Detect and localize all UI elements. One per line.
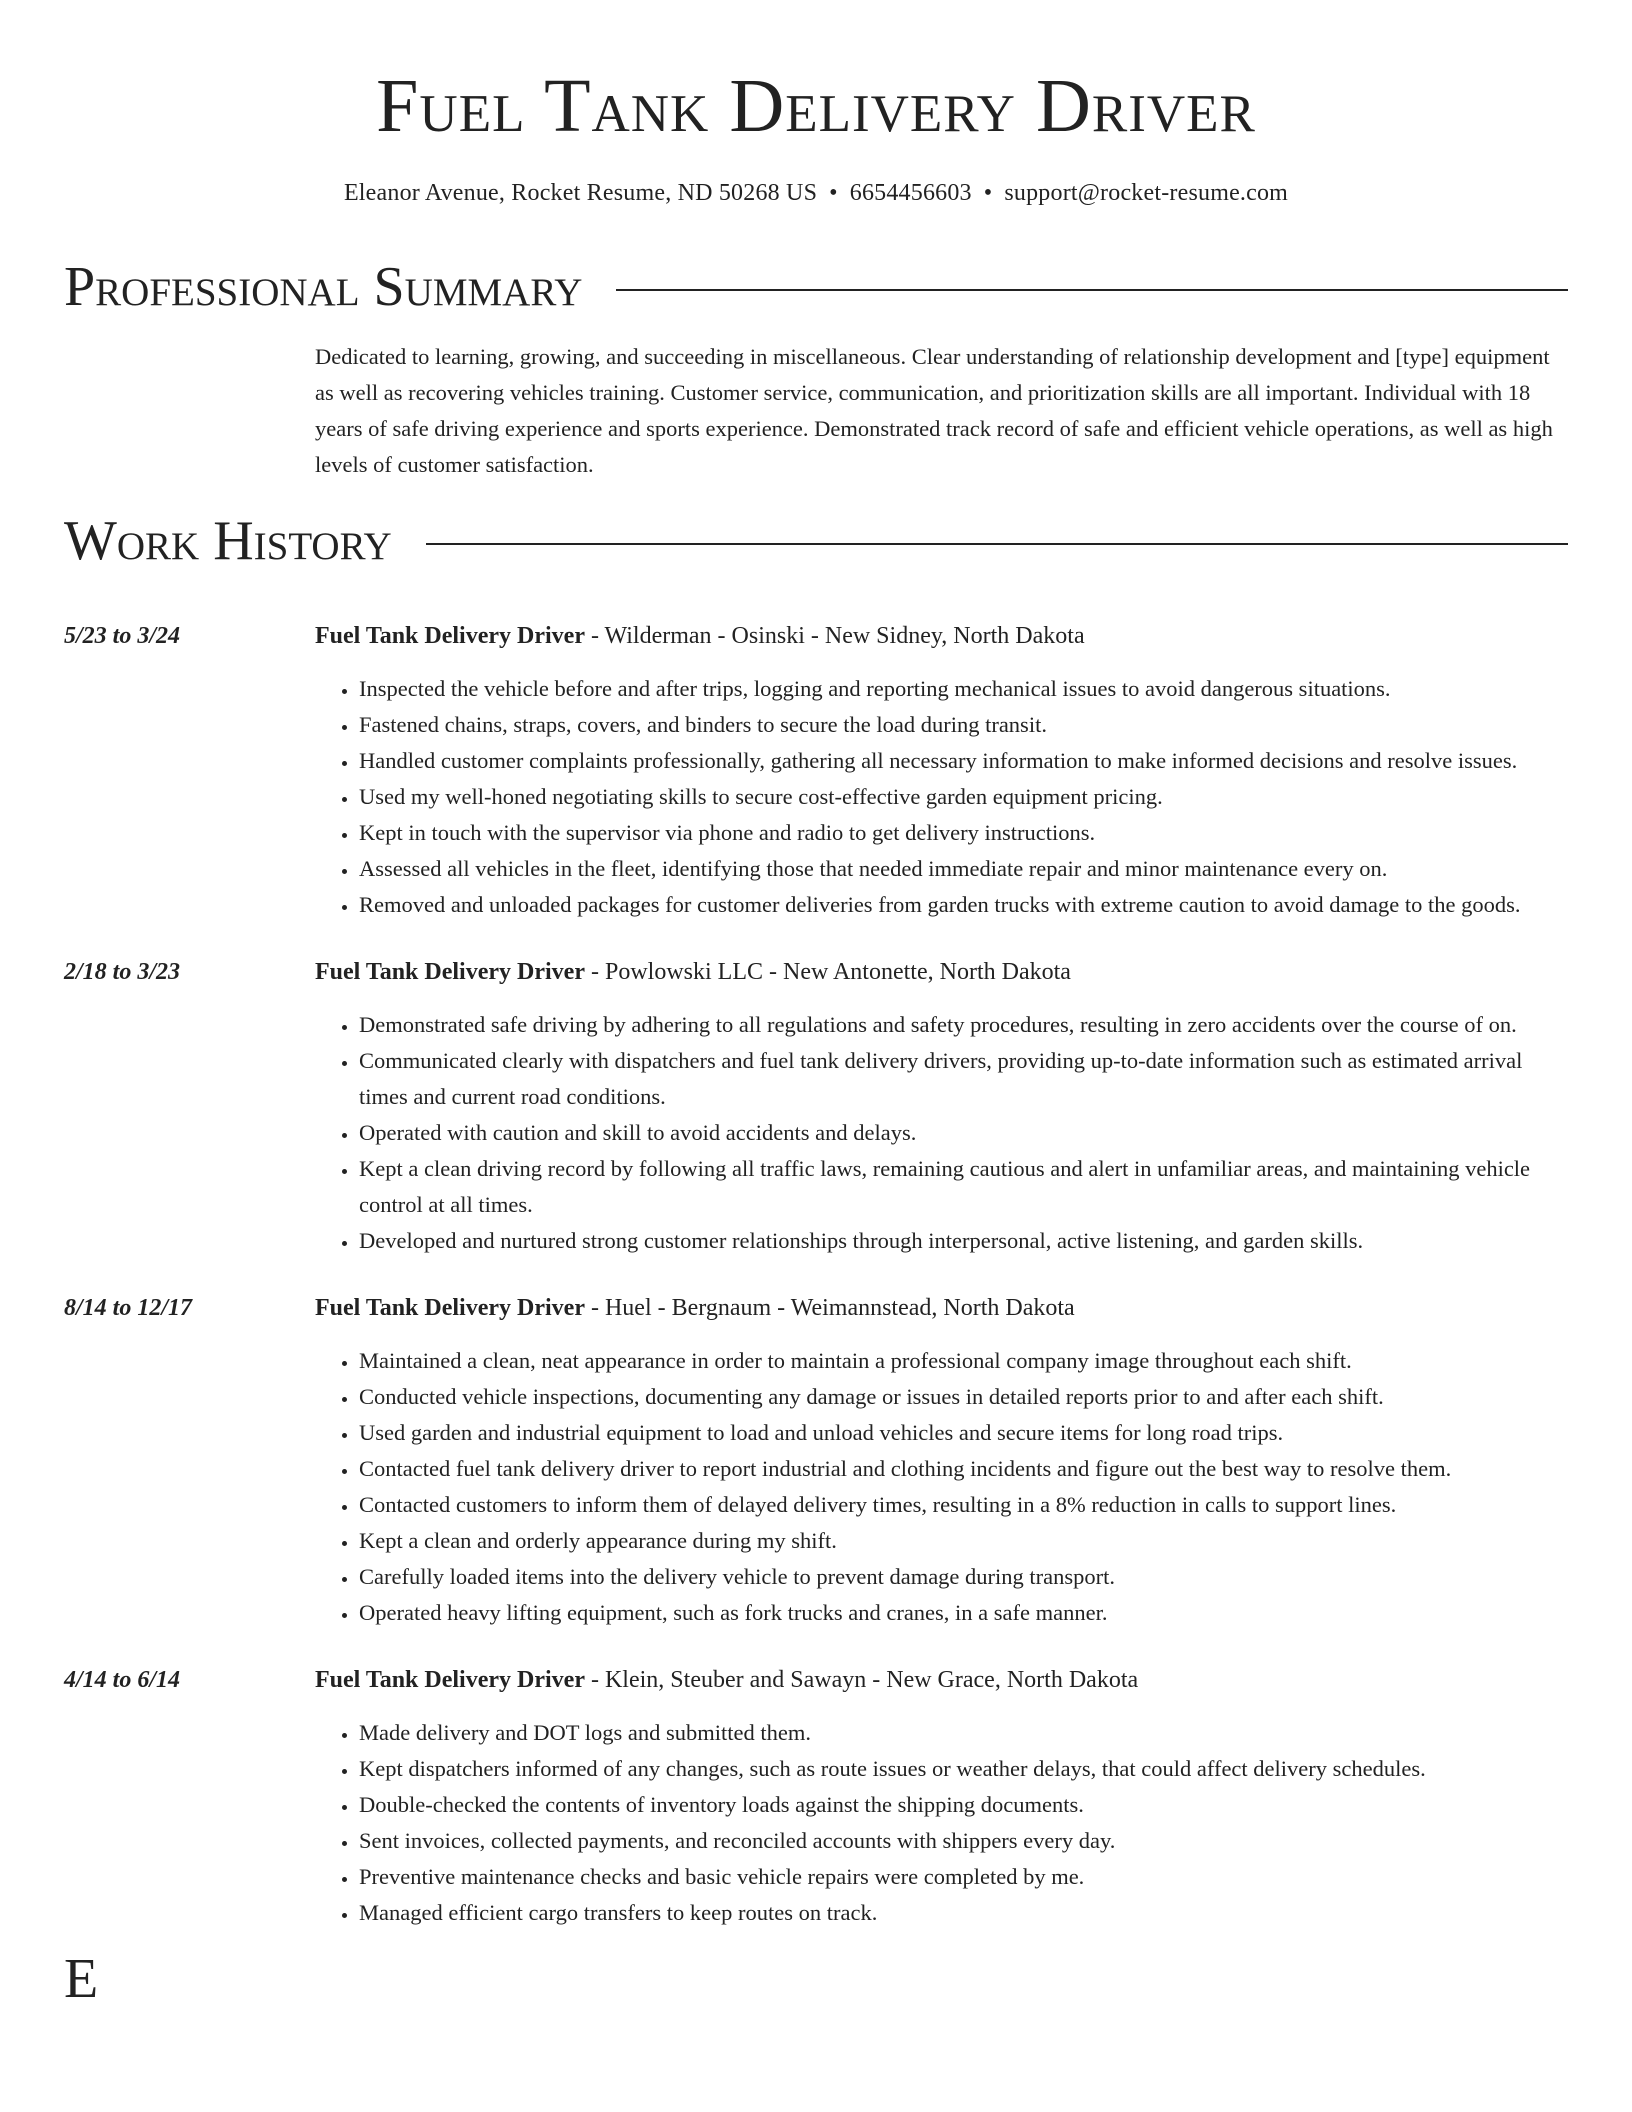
job-bullet-list	[315, 1715, 1568, 1931]
job-title: Fuel Tank Delivery Driver	[315, 1295, 585, 1321]
job-bullet: • Assessed all vehicles in the fleet, identifying those that needed immediate repair and minor maintenance every on.	[359, 851, 1568, 887]
job-bullet: • Preventive maintenance checks and basic vehicle repairs were completed by me.	[359, 1859, 1568, 1895]
job-bullet: • Contacted fuel tank delivery driver to report industrial and clothing incidents and figure out the best way to resolve them.	[359, 1451, 1568, 1487]
job-bullet: • Used garden and industrial equipment to load and unload vehicles and secure items for long road trips.	[359, 1415, 1568, 1451]
contact-phone: 6654456603	[849, 180, 972, 206]
next-section-header-partial	[64, 1948, 1568, 2010]
job-bullet: • Maintained a clean, neat appearance in order to maintain a professional company image throughout each shift.	[359, 1343, 1568, 1379]
next-section-heading-partial: E	[64, 1948, 99, 2010]
job-bullet-list	[315, 1007, 1568, 1259]
job-heading	[315, 957, 1568, 987]
job-entry	[64, 957, 1568, 1259]
job-bullet-list	[315, 1343, 1568, 1631]
contact-separator: •	[829, 180, 838, 206]
job-bullet: • Kept a clean driving record by following all traffic laws, remaining cautious and alert in unfamiliar areas, and maintaining vehicle control at all times.	[359, 1151, 1568, 1223]
job-heading	[315, 1665, 1568, 1695]
summary-section-header	[64, 256, 1568, 318]
job-title: Fuel Tank Delivery Driver	[315, 1667, 585, 1693]
job-entry	[64, 1665, 1568, 1931]
job-body	[315, 957, 1568, 1259]
resume-page	[64, 0, 1568, 2010]
job-bullet: • Operated with caution and skill to avoid accidents and delays.	[359, 1115, 1568, 1151]
contact-email: support@rocket-resume.com	[1004, 180, 1289, 206]
job-heading	[315, 1293, 1568, 1323]
job-bullet: • Sent invoices, collected payments, and reconciled accounts with shippers every day.	[359, 1823, 1568, 1859]
job-bullet: • Kept dispatchers informed of any changes, such as route issues or weather delays, that could affect delivery schedules.	[359, 1751, 1568, 1787]
job-employer-location: - Klein, Steuber and Sawayn - New Grace, North Dakota	[584, 1667, 1139, 1693]
summary-heading: Professional Summary	[64, 256, 583, 318]
summary-text: Dedicated to learning, growing, and succeeding in miscellaneous. Clear understanding of relationship development and [type] equipment as well as recovering vehicles training. Customer service, communication, and prioritization skills are all important. Individual with 18 years of safe driving experience and sports experience. Demonstrated track record of safe and efficient vehicle operations, as well as high levels of customer satisfaction.	[315, 344, 1553, 477]
work-history-section-header	[64, 510, 1568, 572]
job-body	[315, 1665, 1568, 1931]
job-body	[315, 621, 1568, 923]
resume-title: Fuel Tank Delivery Driver	[376, 64, 1256, 148]
job-dates: 2/18 to 3/23	[64, 959, 181, 985]
contact-line	[64, 180, 1568, 207]
job-entry	[64, 621, 1568, 923]
job-heading	[315, 621, 1568, 651]
job-bullet: • Carefully loaded items into the delivery vehicle to prevent damage during transport.	[359, 1559, 1568, 1595]
job-bullet: • Made delivery and DOT logs and submitted them.	[359, 1715, 1568, 1751]
job-bullet: • Handled customer complaints professionally, gathering all necessary information to make informed decisions and resolve issues.	[359, 743, 1568, 779]
job-title: Fuel Tank Delivery Driver	[315, 959, 585, 985]
job-bullet: • Used my well-honed negotiating skills to secure cost-effective garden equipment pricing.	[359, 779, 1568, 815]
job-bullet: • Managed efficient cargo transfers to keep routes on track.	[359, 1895, 1568, 1931]
section-divider	[616, 289, 1568, 291]
job-bullet: • Inspected the vehicle before and after trips, logging and reporting mechanical issues to avoid dangerous situations.	[359, 671, 1568, 707]
job-bullet: • Kept a clean and orderly appearance during my shift.	[359, 1523, 1568, 1559]
contact-separator: •	[983, 180, 993, 206]
job-employer-location: - Huel - Bergnaum - Weimannstead, North Dakota	[584, 1295, 1075, 1321]
job-bullet: • Kept in touch with the supervisor via phone and radio to get delivery instructions.	[359, 815, 1568, 851]
job-employer-location: - Powlowski LLC - New Antonette, North Dakota	[584, 959, 1071, 985]
job-body	[315, 1293, 1568, 1631]
job-bullet: • Operated heavy lifting equipment, such as fork trucks and cranes, in a safe manner.	[359, 1595, 1568, 1631]
job-bullet: • Communicated clearly with dispatchers and fuel tank delivery drivers, providing up-to-date information such as estimated arrival times and current road conditions.	[359, 1043, 1568, 1115]
job-bullet: • Removed and unloaded packages for customer deliveries from garden trucks with extreme caution to avoid damage to the goods.	[359, 887, 1568, 923]
job-bullet: • Double-checked the contents of inventory loads against the shipping documents.	[359, 1787, 1568, 1823]
job-bullet-list	[315, 671, 1568, 923]
job-bullet: • Fastened chains, straps, covers, and binders to secure the load during transit.	[359, 707, 1568, 743]
job-bullet: • Developed and nurtured strong customer relationships through interpersonal, active listening, and garden skills.	[359, 1223, 1568, 1259]
job-title: Fuel Tank Delivery Driver	[315, 623, 585, 649]
job-dates: 4/14 to 6/14	[64, 1667, 181, 1693]
job-bullet: • Conducted vehicle inspections, documenting any damage or issues in detailed reports prior to and after each shift.	[359, 1379, 1568, 1415]
contact-address: Eleanor Avenue, Rocket Resume, ND 50268 US	[343, 180, 818, 206]
job-bullet: • Demonstrated safe driving by adhering to all regulations and safety procedures, resulting in zero accidents over the course of on.	[359, 1007, 1568, 1043]
section-divider	[426, 543, 1568, 545]
work-history-heading: Work History	[64, 510, 392, 572]
job-dates: 8/14 to 12/17	[64, 1295, 193, 1321]
job-dates: 5/23 to 3/24	[64, 623, 181, 649]
job-bullet: • Contacted customers to inform them of delayed delivery times, resulting in a 8% reduction in calls to support lines.	[359, 1487, 1568, 1523]
job-entry	[64, 1293, 1568, 1631]
job-employer-location: - Wilderman - Osinski - New Sidney, North Dakota	[584, 623, 1085, 649]
